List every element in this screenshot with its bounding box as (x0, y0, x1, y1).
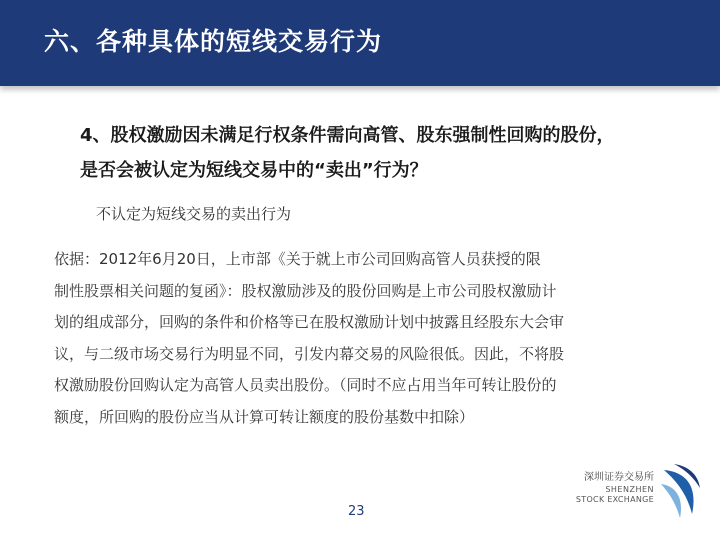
logo-name-en-1: SHENZHEN (605, 485, 654, 494)
basis-line: 权激励股份回购认定为高管人员卖出股份。（同时不应占用当年可转让股份的 (54, 376, 557, 394)
header-bar (0, 0, 720, 86)
basis-line: 议，与二级市场交易行为明显不同，引发内幕交易的风险很低。因此，不将股 (54, 344, 565, 363)
logo-name-en-2: STOCK EXCHANGE (575, 495, 654, 504)
basis-line: 依据：2012年6月20日，上市部《关于就上市公司回购高管人员获授的限 (54, 250, 541, 268)
basis-line: 额度，所回购的股份应当从计算可转让额度的股份基数中扣除） (54, 407, 475, 426)
logo-name-cn: 深圳证券交易所 (584, 472, 654, 483)
basis-line: 划的组成部分，回购的条件和价格等已在股权激励计划中披露且经股东大会审 (54, 313, 565, 331)
answer-text: 不认定为短线交易的卖出行为 (96, 205, 292, 223)
basis-paragraph (54, 244, 680, 433)
basis-line: 制性股票相关问题的复函》：股权激励涉及的股份回购是上市公司股权激励计 (54, 281, 557, 300)
szse-logo (560, 462, 710, 522)
question-line: 是否会被认定为短线交易中的“卖出”行为？ (80, 160, 428, 181)
question-heading (80, 118, 690, 188)
szse-logo-icon (658, 462, 702, 520)
question-line: 4、股权激励因未满足行权条件需向高管、股东强制性回购的股份， (80, 125, 615, 146)
page-title: 六、各种具体的短线交易行为 (44, 27, 383, 56)
page-number: 23 (348, 504, 365, 519)
